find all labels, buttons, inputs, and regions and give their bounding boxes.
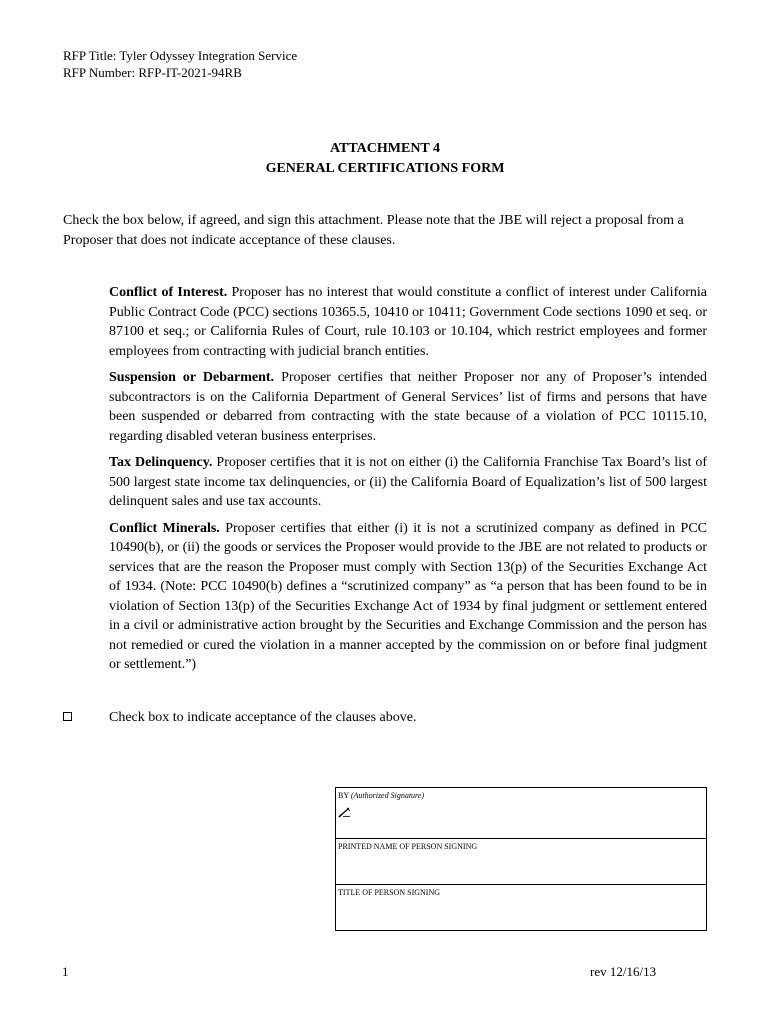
intro-paragraph: Check the box below, if agreed, and sign this attachment. Please note that the JBE will reject a proposal from a Proposer that does not indicate acceptance of these clauses. — [63, 213, 684, 248]
title-label: TITLE OF PERSON SIGNING — [338, 888, 440, 897]
clause-heading: Conflict of Interest. — [109, 285, 228, 300]
title-field[interactable] — [336, 885, 706, 930]
clause-text: Proposer certifies that either (i) it is not a scrutinized company as defined in PCC 10490(b), or (ii) the goods or services the Proposer would provide to the JBE are not related to products or services that are the reason the Proposer must comply with Section 13(p) of the Securities Exchange Act of 1934. (Note: PCC 10490(b) defines a “scrutinized company” as “a person that has been found to be in violation of Section 13(p) of the Securities Exchange Act of 1934 by final judgment or settlement entered in a civil or administrative action brought by the Securities and Exchange Commission and the person has not remedied or cured the violation in a manner accepted by the commission on or before final judgment or settlement.”) — [109, 520, 707, 672]
authorized-signature-note: (Authorized Signature) — [350, 791, 425, 800]
clause-text: Proposer certifies that neither Proposer nor any of Proposer’s intended subcontractors is on the California Department of General Services’ list of firms and persons that have been suspended or debarred from contracting with the state because of a violation of PCC 10115.10, regarding disabled veteran business enterprises. — [109, 370, 707, 444]
rfp-number: RFP Number: RFP-IT-2021-94RB — [63, 65, 242, 80]
signature-block — [335, 787, 707, 931]
clause-heading: Tax Delinquency. — [109, 455, 213, 470]
printed-name-field[interactable] — [336, 839, 706, 885]
printed-name-label: PRINTED NAME OF PERSON SIGNING — [338, 842, 478, 851]
form-name: GENERAL CERTIFICATIONS FORM — [265, 161, 505, 176]
acceptance-label: Check box to indicate acceptance of the clauses above. — [109, 710, 417, 725]
pen-icon — [338, 806, 352, 818]
clause-heading: Conflict Minerals. — [109, 520, 220, 536]
clause-tax-delinquency — [109, 453, 707, 512]
clause-suspension-debarment — [109, 368, 707, 446]
form-title — [0, 139, 770, 179]
clause-text: Proposer certifies that it is not on either (i) the California Franchise Tax Board’s list of 500 largest state income tax delinquencies, or (ii) the California Board of Equalization’s list of 500 largest delinquent sales and use tax accounts. — [109, 455, 707, 509]
rfp-title: RFP Title: Tyler Odyssey Integration Service — [63, 48, 298, 63]
attachment-title: ATTACHMENT 4 — [329, 141, 441, 156]
clause-conflict-of-interest — [109, 283, 707, 361]
signature-label — [338, 791, 424, 801]
revision-date: rev 12/16/13 — [590, 964, 657, 979]
clause-heading: Suspension or Debarment. — [109, 370, 275, 385]
document-header — [63, 47, 297, 81]
page-number: 1 — [62, 964, 69, 979]
acceptance-checkbox[interactable] — [63, 712, 72, 721]
clause-conflict-minerals — [109, 519, 707, 675]
clause-text: Proposer has no interest that would constitute a conflict of interest under California Public Contract Code (PCC) sections 10365.5, 10410 or 10411; Government Code sections 1090 et seq. or 87100 et seq.; or California Rules of Court, rule 10.103 or 10.104, which restrict employees and former employees from contracting with judicial branch entities. — [109, 285, 707, 359]
signature-field[interactable] — [336, 788, 706, 839]
by-label: BY — [338, 791, 351, 800]
clauses-list — [109, 283, 707, 682]
